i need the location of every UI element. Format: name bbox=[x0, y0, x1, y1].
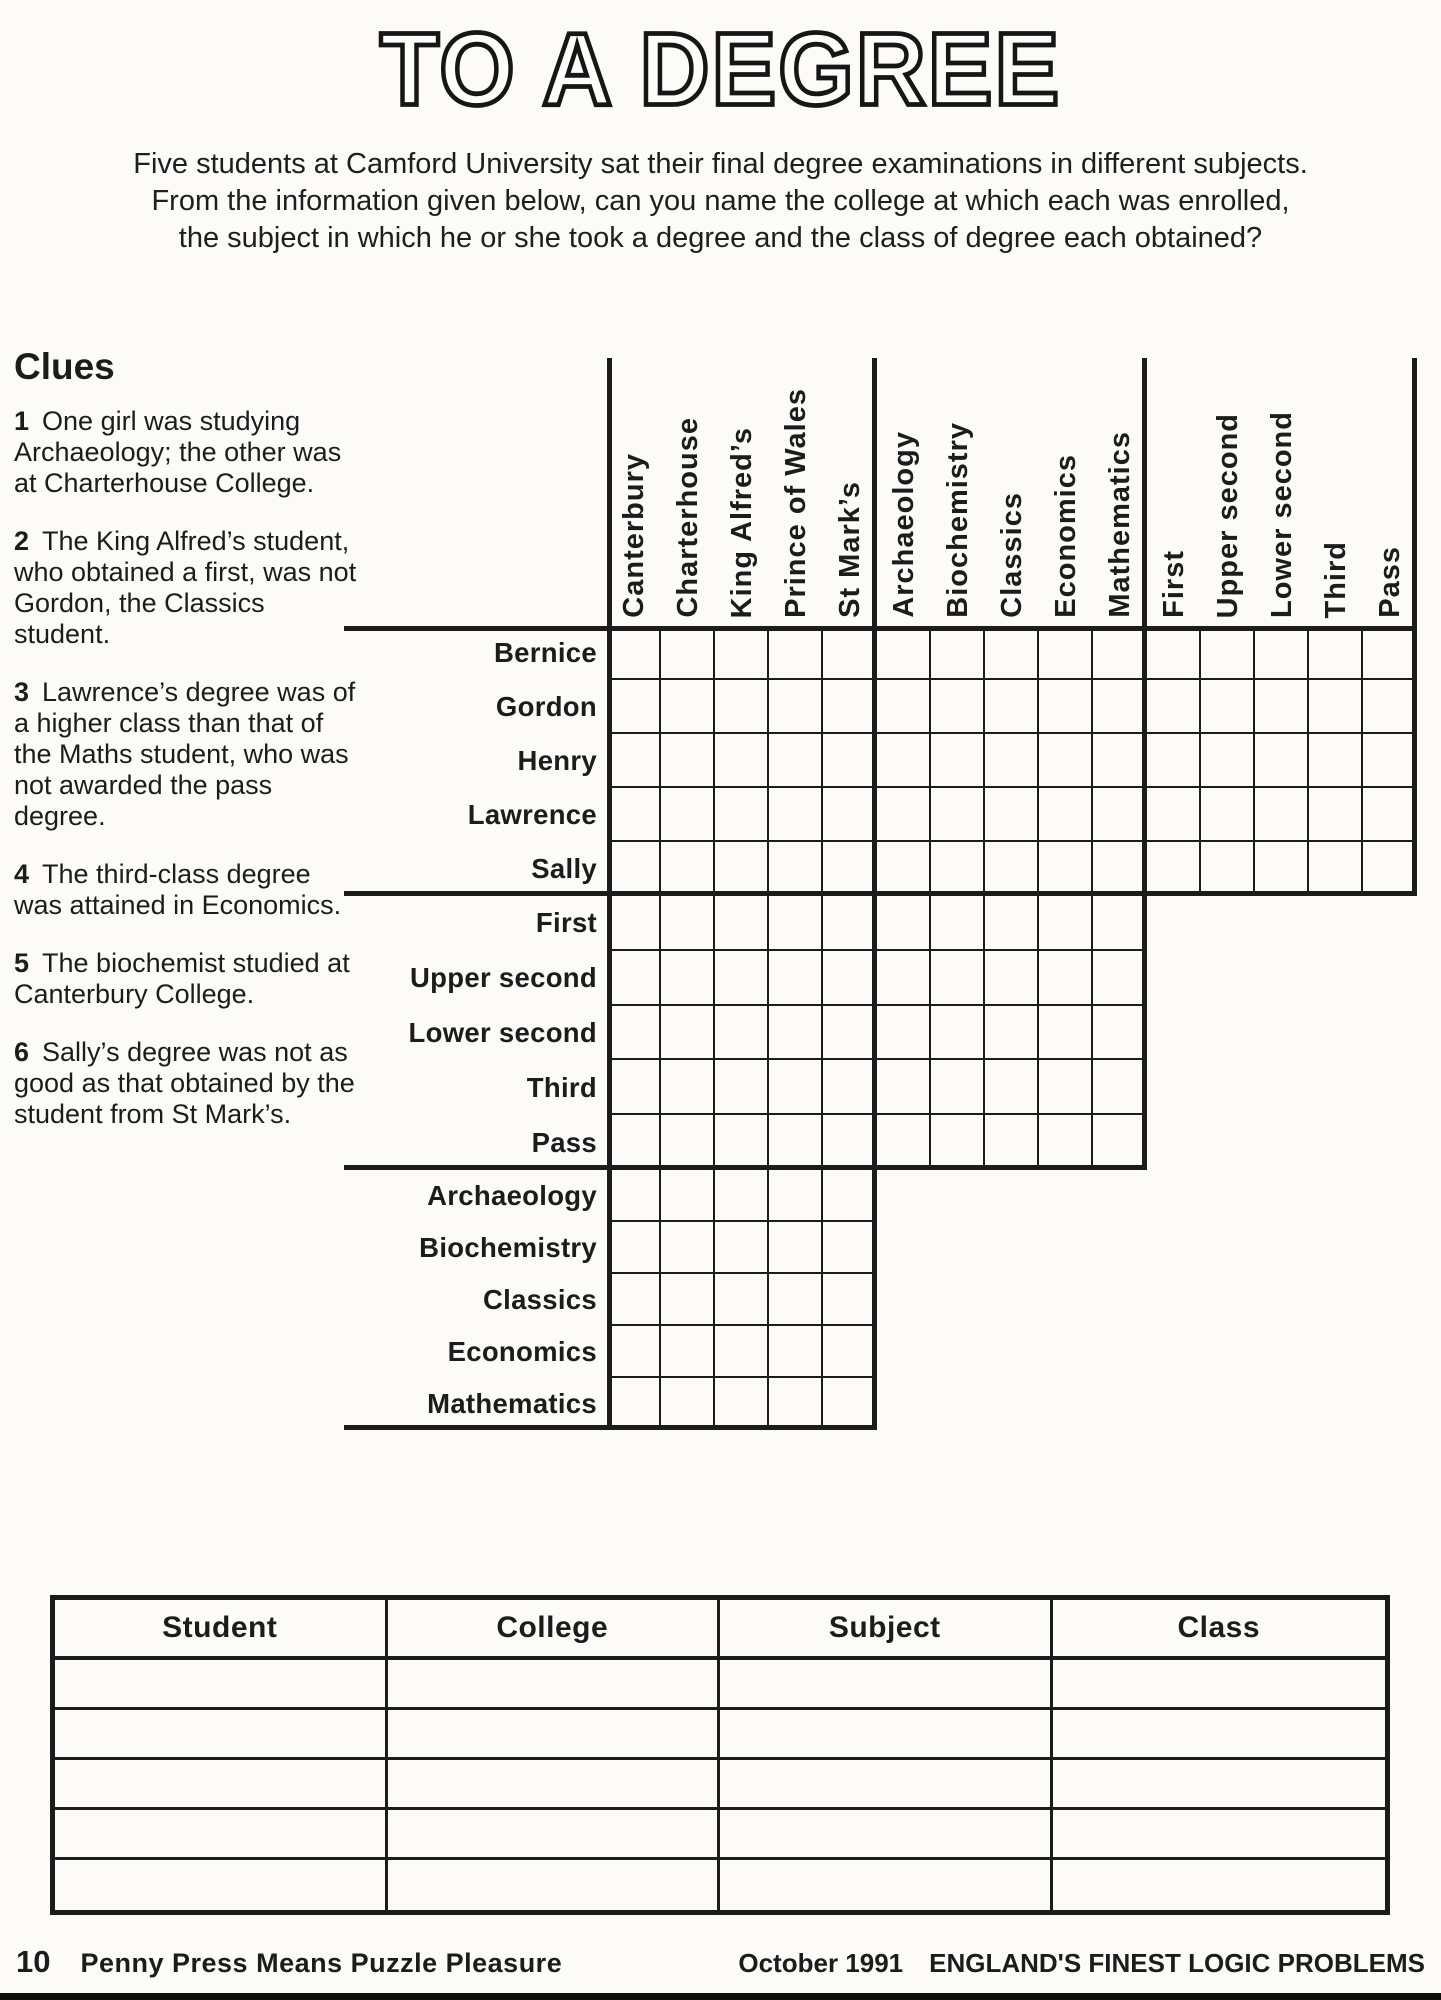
grid-cell-subjects[interactable] bbox=[661, 1378, 715, 1430]
grid-cell-students[interactable] bbox=[1147, 788, 1201, 842]
grid-cell-classes[interactable] bbox=[769, 951, 823, 1006]
page-number: 10 bbox=[16, 1944, 51, 1979]
grid-cell-classes[interactable] bbox=[715, 951, 769, 1006]
col-header-classics bbox=[985, 358, 1039, 626]
grid-cell-classes[interactable] bbox=[1093, 951, 1147, 1006]
clue-text: The third-class degree was attained in Economics. bbox=[14, 859, 342, 920]
grid-cell-classes[interactable] bbox=[1093, 1006, 1147, 1061]
grid-cell-classes[interactable] bbox=[661, 951, 715, 1006]
grid-cell-students[interactable] bbox=[1039, 842, 1093, 896]
grid-cell-students[interactable] bbox=[1363, 680, 1417, 734]
grid-cell-students[interactable] bbox=[1093, 680, 1147, 734]
clue-text: The biochemist studied at Canterbury College. bbox=[14, 948, 350, 1009]
answer-cell[interactable] bbox=[55, 1810, 388, 1860]
clue-number: 4 bbox=[14, 859, 30, 889]
grid-cell-classes[interactable] bbox=[607, 1006, 661, 1061]
grid-cell-students[interactable] bbox=[1255, 842, 1309, 896]
grid-cell-students[interactable] bbox=[1201, 734, 1255, 788]
grid-cell-students[interactable] bbox=[877, 626, 931, 680]
grid-cell-classes[interactable] bbox=[931, 1006, 985, 1061]
grid-cell-classes[interactable] bbox=[823, 1060, 877, 1115]
col-header-upper-second bbox=[1201, 358, 1255, 626]
row-label-mathematics: Mathematics bbox=[427, 1388, 597, 1419]
grid-cell-classes[interactable] bbox=[769, 1115, 823, 1170]
col-header-label: Economics bbox=[1049, 454, 1082, 618]
grid-cell-subjects[interactable] bbox=[661, 1326, 715, 1378]
grid-cell-students[interactable] bbox=[661, 626, 715, 680]
grid-section-subjects bbox=[607, 1170, 877, 1430]
intro-text bbox=[0, 146, 1441, 257]
grid-cell-subjects[interactable] bbox=[769, 1222, 823, 1274]
grid-cell-students[interactable] bbox=[877, 842, 931, 896]
grid-cell-classes[interactable] bbox=[1039, 1060, 1093, 1115]
grid-cell-subjects[interactable] bbox=[823, 1170, 877, 1222]
answer-header-class: Class bbox=[1053, 1600, 1386, 1660]
answer-cell[interactable] bbox=[1053, 1710, 1386, 1760]
grid-cell-subjects[interactable] bbox=[823, 1274, 877, 1326]
grid-cell-subjects[interactable] bbox=[661, 1222, 715, 1274]
grid-cell-students[interactable] bbox=[1093, 788, 1147, 842]
bottom-page-rule bbox=[0, 1993, 1441, 2000]
grid-cell-subjects[interactable] bbox=[661, 1170, 715, 1222]
grid-cell-students[interactable] bbox=[607, 734, 661, 788]
grid-cell-students[interactable] bbox=[1201, 680, 1255, 734]
grid-cell-students[interactable] bbox=[985, 680, 1039, 734]
col-header-lower-second bbox=[1255, 358, 1309, 626]
grid-cell-students[interactable] bbox=[1363, 626, 1417, 680]
section-divider-line bbox=[344, 1165, 607, 1170]
issue-date: October 1991 bbox=[738, 1948, 904, 1978]
grid-cell-classes[interactable] bbox=[877, 1115, 931, 1170]
row-label-archaeology: Archaeology bbox=[427, 1180, 597, 1211]
section-divider-line bbox=[344, 1425, 607, 1430]
grid-cell-students[interactable] bbox=[661, 680, 715, 734]
row-label-lower-second: Lower second bbox=[408, 1016, 597, 1048]
col-header-charterhouse bbox=[661, 358, 715, 626]
grid-cell-students[interactable] bbox=[1309, 842, 1363, 896]
grid-cell-students[interactable] bbox=[1093, 626, 1147, 680]
group-boundary-line bbox=[607, 358, 612, 626]
grid-cell-students[interactable] bbox=[661, 842, 715, 896]
grid-cell-classes[interactable] bbox=[715, 896, 769, 951]
answer-table bbox=[50, 1595, 1390, 1915]
page-title: TO A DEGREE bbox=[379, 11, 1062, 127]
answer-cell[interactable] bbox=[388, 1810, 721, 1860]
intro-line: From the information given below, can you name the college at which each was enrolled, bbox=[151, 185, 1290, 217]
grid-cell-classes[interactable] bbox=[607, 951, 661, 1006]
grid-cell-subjects[interactable] bbox=[715, 1326, 769, 1378]
grid-cell-students[interactable] bbox=[607, 842, 661, 896]
grid-cell-classes[interactable] bbox=[1039, 951, 1093, 1006]
grid-cell-students[interactable] bbox=[1309, 626, 1363, 680]
col-header-label: Pass bbox=[1373, 546, 1406, 618]
col-header-st-mark-s bbox=[823, 358, 877, 626]
grid-cell-classes[interactable] bbox=[1039, 1006, 1093, 1061]
grid-cell-students[interactable] bbox=[607, 788, 661, 842]
grid-cell-students[interactable] bbox=[1093, 734, 1147, 788]
grid-column-headers bbox=[607, 358, 1417, 626]
grid-cell-classes[interactable] bbox=[769, 1060, 823, 1115]
grid-cell-students[interactable] bbox=[823, 626, 877, 680]
grid-cell-students[interactable] bbox=[1039, 626, 1093, 680]
answer-cell[interactable] bbox=[720, 1860, 1053, 1910]
grid-cell-classes[interactable] bbox=[1093, 896, 1147, 951]
grid-cell-students[interactable] bbox=[1147, 680, 1201, 734]
col-header-first bbox=[1147, 358, 1201, 626]
col-header-label: Charterhouse bbox=[671, 417, 704, 618]
grid-cell-classes[interactable] bbox=[823, 896, 877, 951]
footer-left bbox=[16, 1944, 562, 1980]
grid-cell-students[interactable] bbox=[769, 734, 823, 788]
section-divider-line bbox=[344, 891, 607, 896]
grid-cell-students[interactable] bbox=[1255, 788, 1309, 842]
grid-cell-students[interactable] bbox=[1255, 680, 1309, 734]
grid-section-classes bbox=[607, 896, 1147, 1170]
clue-text: Sally’s degree was not as good as that obtained by the student from St Mark’s. bbox=[14, 1037, 355, 1129]
col-header-pass bbox=[1363, 358, 1417, 626]
grid-cell-students[interactable] bbox=[823, 842, 877, 896]
col-header-label: Third bbox=[1319, 540, 1352, 618]
grid-cell-students[interactable] bbox=[823, 788, 877, 842]
grid-cell-students[interactable] bbox=[1147, 626, 1201, 680]
section-divider-line bbox=[344, 626, 607, 631]
grid-cell-classes[interactable] bbox=[877, 951, 931, 1006]
grid-cell-classes[interactable] bbox=[715, 1060, 769, 1115]
intro-line: Five students at Camford University sat their final degree examinations in different subjects. bbox=[133, 148, 1308, 180]
col-header-biochemistry bbox=[931, 358, 985, 626]
grid-cell-students[interactable] bbox=[931, 788, 985, 842]
grid-cell-classes[interactable] bbox=[931, 951, 985, 1006]
row-label-upper-second: Upper second bbox=[410, 962, 597, 994]
grid-cell-classes[interactable] bbox=[661, 1115, 715, 1170]
grid-cell-subjects[interactable] bbox=[715, 1274, 769, 1326]
grid-cell-subjects[interactable] bbox=[769, 1326, 823, 1378]
grid-cell-classes[interactable] bbox=[607, 1115, 661, 1170]
grid-cell-students[interactable] bbox=[1201, 842, 1255, 896]
grid-cell-classes[interactable] bbox=[661, 896, 715, 951]
grid-cell-students[interactable] bbox=[1201, 626, 1255, 680]
row-label-lawrence: Lawrence bbox=[467, 799, 597, 830]
row-label-henry: Henry bbox=[517, 745, 597, 776]
group-boundary-line bbox=[1412, 358, 1417, 626]
grid-cell-students[interactable] bbox=[931, 680, 985, 734]
grid-cell-classes[interactable] bbox=[823, 1115, 877, 1170]
grid-cell-students[interactable] bbox=[877, 734, 931, 788]
row-label-sally: Sally bbox=[531, 853, 597, 884]
clue-number: 1 bbox=[14, 406, 30, 436]
row-labels-classes bbox=[250, 896, 597, 1170]
grid-cell-students[interactable] bbox=[1039, 788, 1093, 842]
grid-cell-subjects[interactable] bbox=[769, 1378, 823, 1430]
col-header-label: Mathematics bbox=[1103, 431, 1136, 618]
grid-cell-students[interactable] bbox=[1039, 680, 1093, 734]
clue-text: Lawrence’s degree was of a higher class than that of the Maths student, who was not awarded the pass degree. bbox=[14, 677, 356, 831]
row-labels-subjects bbox=[250, 1170, 597, 1430]
grid-cell-subjects[interactable] bbox=[607, 1170, 661, 1222]
row-label-gordon: Gordon bbox=[495, 691, 597, 722]
grid-cell-students[interactable] bbox=[715, 788, 769, 842]
grid-cell-students[interactable] bbox=[931, 842, 985, 896]
grid-cell-classes[interactable] bbox=[661, 1060, 715, 1115]
grid-cell-students[interactable] bbox=[1309, 734, 1363, 788]
clue-number: 5 bbox=[14, 948, 30, 978]
col-header-prince-of-wales bbox=[769, 358, 823, 626]
col-header-label: Canterbury bbox=[617, 453, 650, 618]
grid-cell-subjects[interactable] bbox=[661, 1274, 715, 1326]
answer-cell[interactable] bbox=[55, 1760, 388, 1810]
col-header-label: Classics bbox=[995, 492, 1028, 618]
grid-cell-classes[interactable] bbox=[769, 896, 823, 951]
grid-cell-students[interactable] bbox=[1363, 842, 1417, 896]
grid-cell-students[interactable] bbox=[1093, 842, 1147, 896]
grid-cell-students[interactable] bbox=[1363, 734, 1417, 788]
answer-cell[interactable] bbox=[720, 1760, 1053, 1810]
grid-cell-subjects[interactable] bbox=[823, 1326, 877, 1378]
grid-cell-students[interactable] bbox=[931, 626, 985, 680]
col-header-economics bbox=[1039, 358, 1093, 626]
col-header-label: Lower second bbox=[1265, 411, 1298, 618]
answer-cell[interactable] bbox=[55, 1710, 388, 1760]
answer-cell[interactable] bbox=[720, 1810, 1053, 1860]
grid-cell-students[interactable] bbox=[985, 734, 1039, 788]
grid-cell-students[interactable] bbox=[1147, 734, 1201, 788]
grid-cell-classes[interactable] bbox=[661, 1006, 715, 1061]
grid-cell-students[interactable] bbox=[1363, 788, 1417, 842]
answer-cell[interactable] bbox=[388, 1860, 721, 1910]
col-header-mathematics bbox=[1093, 358, 1147, 626]
grid-cell-subjects[interactable] bbox=[715, 1222, 769, 1274]
grid-cell-classes[interactable] bbox=[985, 951, 1039, 1006]
grid-cell-classes[interactable] bbox=[715, 1006, 769, 1061]
grid-cell-students[interactable] bbox=[985, 842, 1039, 896]
grid-section-students bbox=[607, 626, 1417, 896]
page-footer bbox=[0, 1944, 1441, 1980]
grid-cell-students[interactable] bbox=[715, 842, 769, 896]
grid-cell-students[interactable] bbox=[1201, 788, 1255, 842]
grid-cell-students[interactable] bbox=[985, 626, 1039, 680]
answer-cell[interactable] bbox=[388, 1660, 721, 1710]
row-labels-students bbox=[250, 626, 597, 896]
grid-cell-subjects[interactable] bbox=[715, 1378, 769, 1430]
col-header-third bbox=[1309, 358, 1363, 626]
grid-cell-classes[interactable] bbox=[1093, 1060, 1147, 1115]
answer-cell[interactable] bbox=[388, 1710, 721, 1760]
row-label-third: Third bbox=[526, 1071, 597, 1103]
col-header-king-alfred-s bbox=[715, 358, 769, 626]
grid-cell-students[interactable] bbox=[661, 788, 715, 842]
grid-cell-classes[interactable] bbox=[877, 1060, 931, 1115]
grid-cell-classes[interactable] bbox=[823, 951, 877, 1006]
grid-cell-students[interactable] bbox=[877, 788, 931, 842]
footer-right bbox=[738, 1948, 1425, 1979]
grid-cell-students[interactable] bbox=[715, 734, 769, 788]
grid-cell-classes[interactable] bbox=[1039, 1115, 1093, 1170]
grid-cell-students[interactable] bbox=[769, 680, 823, 734]
grid-cell-classes[interactable] bbox=[931, 1115, 985, 1170]
col-header-label: St Mark’s bbox=[833, 481, 866, 618]
answer-cell[interactable] bbox=[55, 1860, 388, 1910]
grid-cell-subjects[interactable] bbox=[769, 1274, 823, 1326]
answer-cell[interactable] bbox=[1053, 1660, 1386, 1710]
answer-cell[interactable] bbox=[720, 1660, 1053, 1710]
clue-text: One girl was studying Archaeology; the other was at Charterhouse College. bbox=[14, 406, 342, 498]
grid-cell-students[interactable] bbox=[1147, 842, 1201, 896]
row-label-first: First bbox=[535, 907, 597, 939]
grid-cell-classes[interactable] bbox=[985, 896, 1039, 951]
grid-cell-students[interactable] bbox=[769, 842, 823, 896]
row-label-pass: Pass bbox=[531, 1126, 597, 1158]
grid-cell-classes[interactable] bbox=[823, 1006, 877, 1061]
grid-cell-students[interactable] bbox=[877, 680, 931, 734]
answer-cell[interactable] bbox=[55, 1660, 388, 1710]
group-boundary-line bbox=[872, 358, 877, 626]
grid-cell-subjects[interactable] bbox=[823, 1378, 877, 1430]
row-label-economics: Economics bbox=[447, 1336, 597, 1367]
grid-cell-students[interactable] bbox=[931, 734, 985, 788]
grid-cell-subjects[interactable] bbox=[607, 1274, 661, 1326]
grid-cell-subjects[interactable] bbox=[607, 1378, 661, 1430]
clue-number: 3 bbox=[14, 677, 30, 707]
clues-heading: Clues bbox=[14, 346, 115, 387]
col-header-label: Biochemistry bbox=[941, 422, 974, 618]
grid-cell-students[interactable] bbox=[1309, 680, 1363, 734]
grid-cell-students[interactable] bbox=[661, 734, 715, 788]
grid-cell-students[interactable] bbox=[823, 680, 877, 734]
row-label-classics: Classics bbox=[482, 1284, 597, 1315]
grid-cell-classes[interactable] bbox=[877, 1006, 931, 1061]
grid-cell-subjects[interactable] bbox=[823, 1222, 877, 1274]
row-label-biochemistry: Biochemistry bbox=[419, 1232, 597, 1263]
grid-cell-students[interactable] bbox=[1039, 734, 1093, 788]
row-label-bernice: Bernice bbox=[494, 637, 597, 668]
grid-cell-classes[interactable] bbox=[1093, 1115, 1147, 1170]
answer-cell[interactable] bbox=[1053, 1760, 1386, 1810]
answer-cell[interactable] bbox=[1053, 1860, 1386, 1910]
grid-cell-classes[interactable] bbox=[985, 1060, 1039, 1115]
col-header-label: First bbox=[1157, 550, 1190, 618]
col-header-label: Prince of Wales bbox=[779, 388, 812, 618]
col-header-canterbury bbox=[607, 358, 661, 626]
grid-cell-classes[interactable] bbox=[607, 896, 661, 951]
footer-slogan: Penny Press Means Puzzle Pleasure bbox=[80, 1948, 563, 1978]
grid-cell-students[interactable] bbox=[715, 680, 769, 734]
grid-cell-classes[interactable] bbox=[931, 1060, 985, 1115]
grid-cell-students[interactable] bbox=[1255, 734, 1309, 788]
grid-cell-classes[interactable] bbox=[769, 1006, 823, 1061]
intro-line: the subject in which he or she took a degree and the class of degree each obtained? bbox=[178, 222, 1263, 254]
col-header-label: King Alfred’s bbox=[725, 426, 758, 618]
grid-cell-classes[interactable] bbox=[1039, 896, 1093, 951]
col-header-label: Upper second bbox=[1211, 412, 1244, 618]
grid-cell-classes[interactable] bbox=[931, 896, 985, 951]
grid-cell-classes[interactable] bbox=[985, 1006, 1039, 1061]
magazine-name: ENGLAND'S FINEST LOGIC PROBLEMS bbox=[929, 1948, 1425, 1978]
grid-cell-students[interactable] bbox=[607, 626, 661, 680]
answer-header-subject: Subject bbox=[720, 1600, 1053, 1660]
col-header-archaeology bbox=[877, 358, 931, 626]
grid-cell-students[interactable] bbox=[1255, 626, 1309, 680]
answer-header-student: Student bbox=[55, 1600, 388, 1660]
grid-cell-subjects[interactable] bbox=[607, 1326, 661, 1378]
col-header-label: Archaeology bbox=[887, 431, 920, 618]
grid-cell-students[interactable] bbox=[769, 788, 823, 842]
clue-1 bbox=[14, 406, 361, 499]
grid-cell-classes[interactable] bbox=[877, 896, 931, 951]
grid-cell-students[interactable] bbox=[607, 680, 661, 734]
grid-cell-students[interactable] bbox=[985, 788, 1039, 842]
grid-cell-classes[interactable] bbox=[985, 1115, 1039, 1170]
clue-number: 2 bbox=[14, 526, 30, 556]
grid-cell-students[interactable] bbox=[1309, 788, 1363, 842]
answer-cell[interactable] bbox=[388, 1760, 721, 1810]
grid-cell-classes[interactable] bbox=[715, 1115, 769, 1170]
answer-cell[interactable] bbox=[720, 1710, 1053, 1760]
grid-cell-students[interactable] bbox=[823, 734, 877, 788]
clue-number: 6 bbox=[14, 1037, 30, 1067]
answer-header-college: College bbox=[388, 1600, 721, 1660]
grid-cell-subjects[interactable] bbox=[769, 1170, 823, 1222]
group-boundary-line bbox=[1142, 358, 1147, 626]
grid-cell-classes[interactable] bbox=[607, 1060, 661, 1115]
grid-cell-subjects[interactable] bbox=[607, 1222, 661, 1274]
grid-cell-subjects[interactable] bbox=[715, 1170, 769, 1222]
answer-cell[interactable] bbox=[1053, 1810, 1386, 1860]
grid-cell-students[interactable] bbox=[769, 626, 823, 680]
grid-cell-students[interactable] bbox=[715, 626, 769, 680]
clue-text: The King Alfred’s student, who obtained a first, was not Gordon, the Classics student. bbox=[14, 526, 357, 649]
